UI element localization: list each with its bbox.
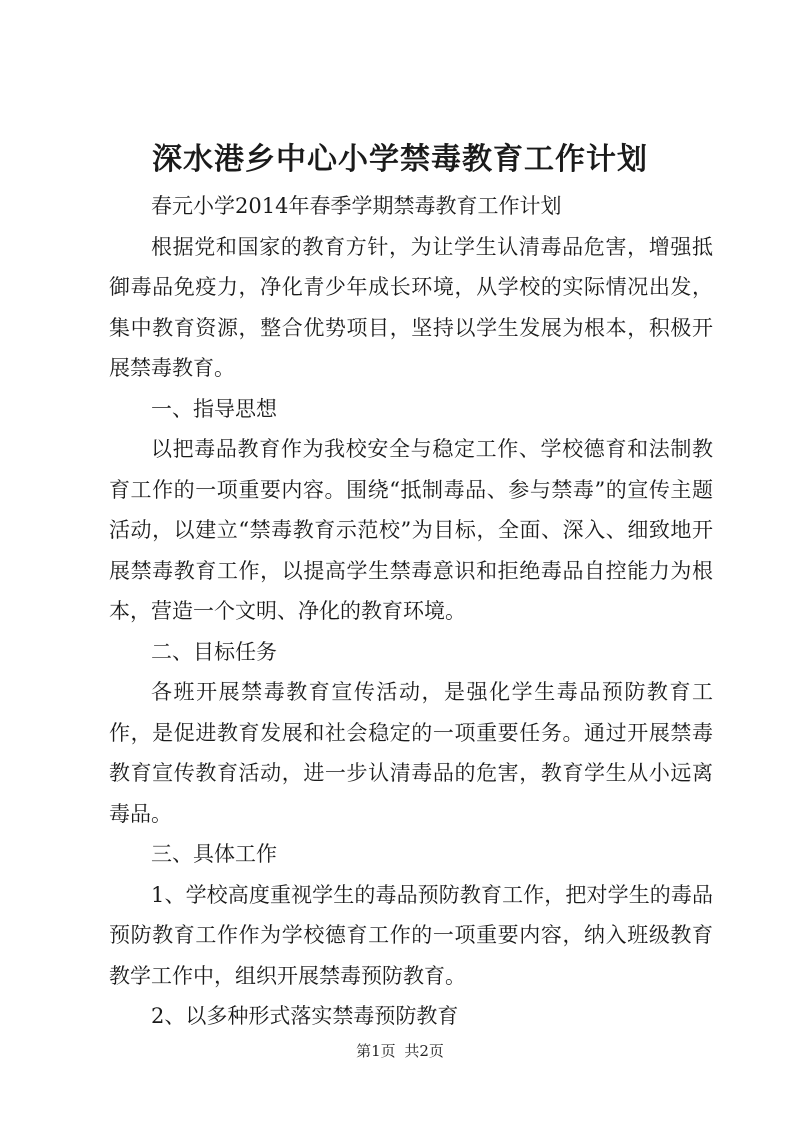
page-number: 第1页: [356, 1042, 396, 1060]
section-heading-specific-work: 三、具体工作: [151, 842, 277, 866]
section-heading-guiding-ideology: 一、指导思想: [151, 396, 277, 421]
goals-paragraph: 各班开展禁毒教育宣传活动，是强化学生毒品预防教育工作，是促进教育发展和社会稳定的一项重要任务。通过开展禁毒教育宣传教育活动，进一步认清毒品的危害，教育学生从小远离毒品。: [109, 680, 713, 826]
work-item-1: 1、学校高度重视学生的毒品预防教育工作，把对学生的毒品预防教育工作作为学校德育工作的一项重要内容，纳入班级教育教学工作中，组织开展禁毒预防教育。: [109, 882, 713, 988]
section-heading-goals: 二、目标任务: [151, 639, 277, 664]
page-total: 共2页: [404, 1042, 444, 1060]
intro-paragraph: 根据党和国家的教育方针，为让学生认清毒品危害，增强抵御毒品免疫力，净化青少年成长环境，从学校的实际情况出发，集中教育资源，整合优势项目，坚持以学生发展为根本，积极开展禁毒教育。: [109, 234, 713, 380]
work-item-2: 2、以多种形式落实禁毒预防教育: [151, 1004, 459, 1028]
page-footer: [0, 1041, 800, 1061]
document-body: [109, 186, 713, 1037]
document-title: 深水港乡中心小学禁毒教育工作计划: [152, 142, 648, 177]
guiding-ideology-paragraph: 以把毒品教育作为我校安全与稳定工作、学校德育和法制教育工作的一项重要内容。围绕“抵制毒品、参与禁毒”的宣传主题活动，以建立“禁毒教育示范校”为目标，全面、深入、细致地开展禁毒教育工作，以提高学生禁毒意识和拒绝毒品自控能力为根本，营造一个文明、净化的教育环境。: [109, 437, 713, 623]
subtitle-paragraph: 春元小学2014年春季学期禁毒教育工作计划: [151, 194, 562, 218]
